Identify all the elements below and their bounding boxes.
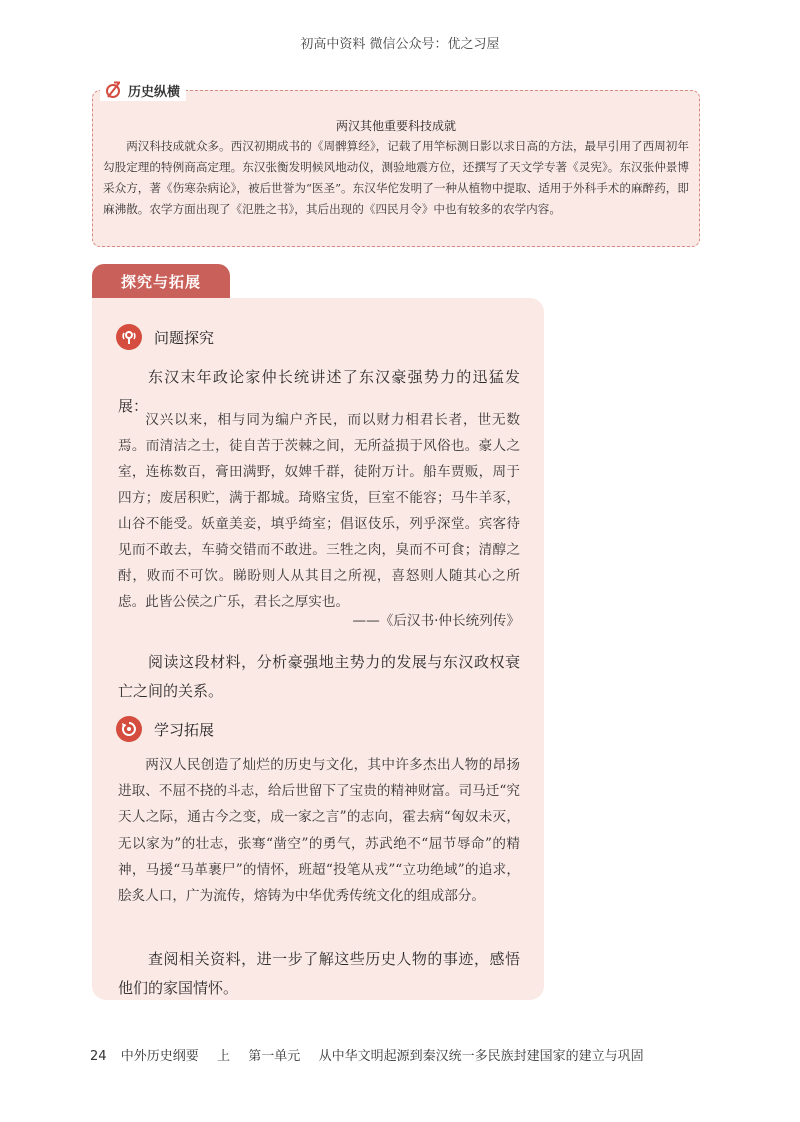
footer-unit: 第一单元 [248, 1049, 301, 1064]
question-icon [116, 324, 142, 350]
expand-section-heading [116, 716, 214, 742]
question-intro: 东汉末年政论家仲长统讲述了东汉豪强势力的迅猛发展： [118, 368, 520, 415]
expand-body: 两汉人民创造了灿烂的历史与文化，其中许多杰出人物的昂扬进取、不屈不挠的斗志，给后世留下了宝贵的精神财富。司马迁“究天人之际，通古今之变，成一家之言”的志向，霍去病“匈奴未灭，无以家为”的壮志，张骞“凿空”的勇气，苏武绝不“屈节辱命”的精神，马援“马革裹尸”的情怀，班超“投笔从戎”“立功绝域”的追求，脍炙人口，广为流传，熔铸为中华优秀传统文化的组成部分。 [118, 757, 520, 905]
history-box-body: 两汉科技成就众多。西汉初期成书的《周髀算经》，记载了用竿标测日影以求日高的方法，最早引用了西周初年勾股定理的特例商高定理。东汉张衡发明候风地动仪，测验地震方位，还撰写了天文学专著《灵宪》。东汉张仲景博采众方，著《伤寒杂病论》，被后世誉为“医圣”。东汉华佗发明了一种从植物中提取、适用于外科手术的麻醉药，即麻沸散。农学方面出现了《氾胜之书》，其后出现的《四民月令》中也有较多的农学内容。 [103, 139, 689, 216]
page-header: 初高中资料 微信公众号：优之习屋 [300, 37, 500, 52]
question-section-heading [116, 324, 214, 350]
footer-book: 中外历史纲要 [120, 1049, 199, 1064]
explore-tab: 探究与拓展 [92, 264, 230, 298]
history-box-label: 历史纵横 [128, 84, 181, 100]
history-box-tag [100, 79, 186, 101]
footer-volume: 上 [216, 1049, 230, 1064]
footer-unit-title: 从中华文明起源到秦汉统一多民族封建国家的建立与巩固 [318, 1049, 644, 1064]
question-quote-source: ——《后汉书·仲长统列传》 [352, 613, 520, 629]
history-logo-icon [104, 81, 122, 99]
expand-task: 查阅相关资料，进一步了解这些历史人物的事迹，感悟他们的家国情怀。 [118, 950, 520, 997]
question-heading: 问题探究 [154, 328, 215, 347]
page-number: 24 [90, 1049, 107, 1064]
question-task: 阅读这段材料，分析豪强地主势力的发展与东汉政权衰亡之间的关系。 [118, 653, 520, 700]
expand-icon [116, 716, 142, 742]
question-quote: 汉兴以来，相与同为编户齐民，而以财力相君长者，世无数焉。而清洁之士，徒自苦于茨棘之间，无所益损于风俗也。豪人之室，连栋数百，膏田满野，奴婢千群，徒附万计。船车贾贩，周于四方；废居积贮，满于都城。琦赂宝货，巨室不能容；马牛羊豕，山谷不能受。妖童美妾，填乎绮室；倡讴伎乐，列乎深堂。宾客待见而不敢去，车骑交错而不敢进。三牲之肉，臭而不可食；清醇之酎，败而不可饮。睇盼则人从其目之所视，喜怒则人随其心之所虑。此皆公侯之广乐，君长之厚实也。 [118, 412, 520, 610]
history-box-title: 两汉其他重要科技成就 [335, 119, 456, 133]
expand-heading: 学习拓展 [154, 720, 215, 739]
page-footer [90, 1045, 644, 1064]
